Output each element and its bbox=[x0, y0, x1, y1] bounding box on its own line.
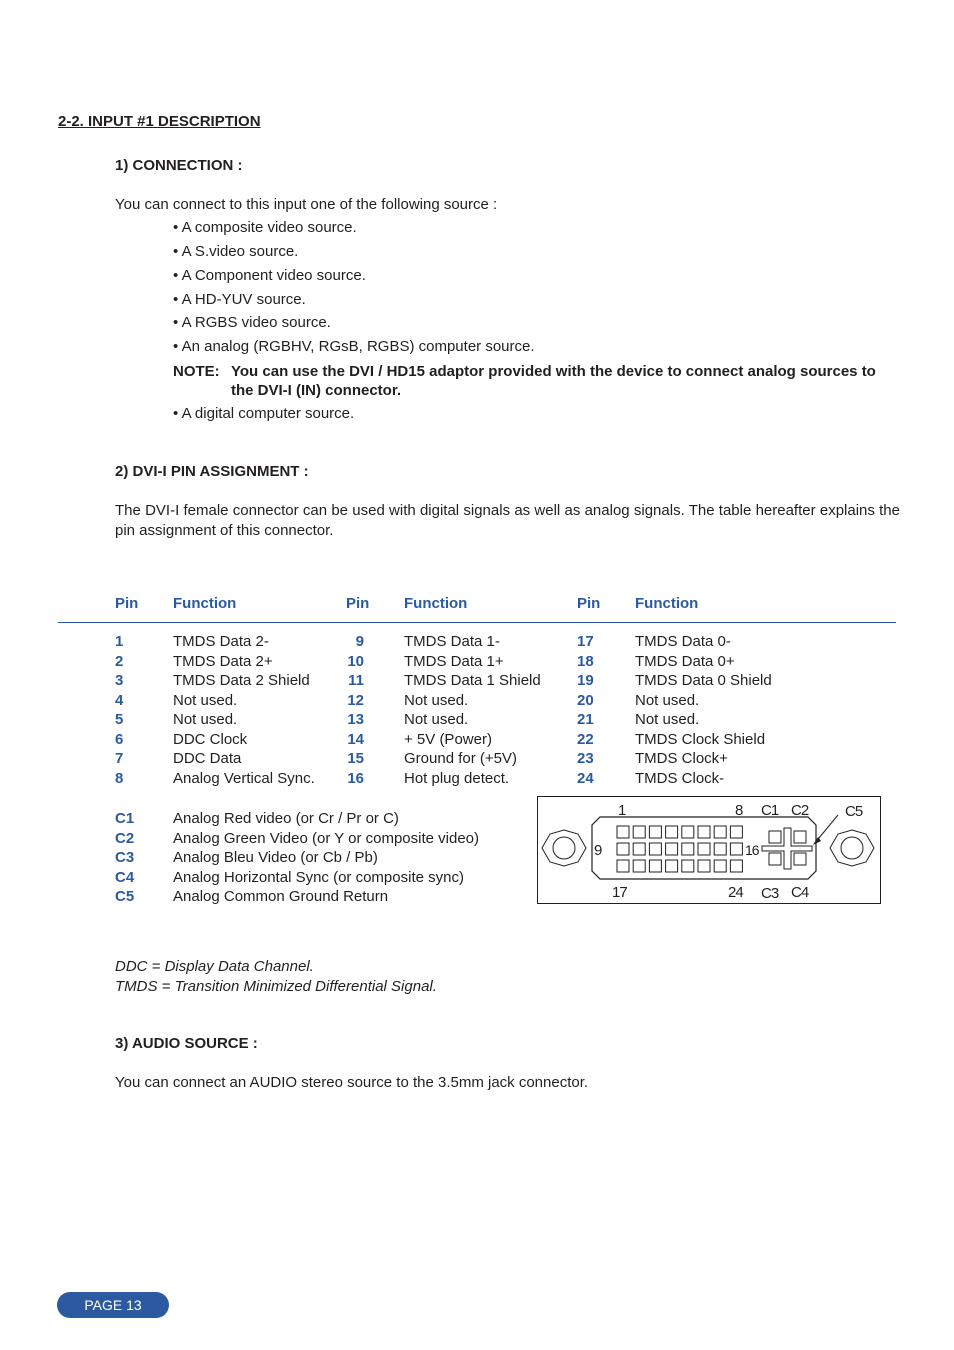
pin-number: 9 bbox=[355, 633, 364, 650]
pin-function: Not used. bbox=[635, 711, 700, 728]
pin-number: 1 bbox=[115, 633, 124, 650]
connector-pin bbox=[698, 843, 710, 855]
table-header-function: Function bbox=[635, 595, 699, 612]
pin-number: 3 bbox=[115, 672, 124, 689]
connector-pin bbox=[633, 843, 645, 855]
pin-function: TMDS Data 0 Shield bbox=[635, 672, 772, 689]
analog-pin-number: C1 bbox=[115, 810, 135, 827]
list-item: • An analog (RGBHV, RGsB, RGBS) computer source. bbox=[173, 338, 535, 355]
pin-number: 7 bbox=[115, 750, 124, 767]
connector-pin bbox=[714, 843, 726, 855]
pin-function: Not used. bbox=[173, 691, 238, 709]
connection-heading: 1) CONNECTION : bbox=[115, 157, 243, 174]
page-number-badge: PAGE 13 bbox=[57, 1292, 169, 1318]
label-pin-9: 9 bbox=[594, 842, 603, 859]
analog-pin-c3 bbox=[769, 853, 781, 865]
table-header-pin: Pin bbox=[115, 595, 139, 612]
left-screw-hole-icon bbox=[553, 837, 575, 859]
connector-pin bbox=[698, 826, 710, 838]
pin-number: 8 bbox=[115, 769, 124, 787]
analog-pin-number: C5 bbox=[115, 888, 135, 905]
pin-number: 18 bbox=[577, 652, 594, 670]
table-header-pin: Pin bbox=[346, 595, 370, 612]
connector-pin bbox=[633, 826, 645, 838]
pin-function: TMDS Data 2- bbox=[173, 633, 269, 650]
pin-number: 10 bbox=[347, 652, 364, 670]
list-item: • A RGBS video source. bbox=[173, 314, 331, 331]
audio-heading: 3) AUDIO SOURCE : bbox=[115, 1035, 258, 1052]
connector-pin bbox=[714, 826, 726, 838]
connector-pin bbox=[682, 860, 694, 872]
pin-number: 15 bbox=[347, 750, 364, 767]
pin-function: Not used. bbox=[173, 711, 238, 728]
pin-function: TMDS Clock- bbox=[635, 769, 725, 787]
analog-pin-c1 bbox=[769, 831, 781, 843]
analog-pin-number: C4 bbox=[115, 868, 135, 886]
pin-function: TMDS Data 0+ bbox=[635, 652, 735, 670]
list-item: • A S.video source. bbox=[173, 243, 299, 260]
pin-function: + 5V (Power) bbox=[404, 730, 492, 748]
pin-number: 22 bbox=[577, 730, 594, 748]
pin-function: TMDS Data 0- bbox=[635, 633, 731, 650]
connector-pin bbox=[666, 860, 678, 872]
list-item: • A Component video source. bbox=[173, 267, 366, 284]
connector-pin bbox=[633, 860, 645, 872]
dvi-connector-drawing bbox=[538, 797, 880, 903]
pin-function: Analog Vertical Sync. bbox=[173, 769, 315, 787]
pin-function: Ground for (+5V) bbox=[404, 750, 517, 767]
list-item: • A composite video source. bbox=[173, 219, 357, 236]
pin-function: TMDS Data 1+ bbox=[404, 652, 504, 670]
note-text: You can use the DVI / HD15 adaptor provided with the device to connect analog sources to the DVI-I (IN) connector. bbox=[231, 363, 876, 399]
left-screw-icon bbox=[542, 830, 586, 866]
connector-pin bbox=[730, 826, 742, 838]
analog-pin-number: C3 bbox=[115, 849, 135, 866]
label-pin-17: 17 bbox=[612, 884, 627, 901]
pin-number: 21 bbox=[577, 711, 594, 728]
table-header-pin: Pin bbox=[577, 595, 601, 612]
pin-number: 2 bbox=[115, 652, 124, 670]
label-pin-8: 8 bbox=[735, 802, 744, 819]
label-pin-1: 1 bbox=[618, 802, 627, 819]
connector-pin bbox=[698, 860, 710, 872]
connector-pin bbox=[682, 826, 694, 838]
analog-pin-c4 bbox=[794, 853, 806, 865]
label-c1: C1 bbox=[761, 802, 779, 819]
right-screw-hole-icon bbox=[841, 837, 863, 859]
pin-number: 5 bbox=[115, 711, 124, 728]
pin-function: TMDS Clock Shield bbox=[635, 730, 766, 748]
pin-number: 20 bbox=[577, 691, 594, 709]
pin-function: Hot plug detect. bbox=[404, 769, 510, 787]
connector-pin bbox=[666, 843, 678, 855]
pin-function: DDC Clock bbox=[173, 730, 248, 748]
pin-function: Not used. bbox=[635, 691, 700, 709]
analog-pin-function: Analog Green Video (or Y or composite video) bbox=[173, 829, 480, 847]
audio-text: You can connect an AUDIO stereo source to the 3.5mm jack connector. bbox=[115, 1074, 589, 1091]
pin-number: 19 bbox=[577, 672, 594, 689]
c5-arrow-icon bbox=[813, 837, 821, 845]
analog-pin-function: Analog Horizontal Sync (or composite sync) bbox=[173, 868, 464, 886]
pin-number: 6 bbox=[115, 730, 124, 748]
connector-pin bbox=[617, 826, 629, 838]
analog-pin-function: Analog Red video (or Cr / Pr or C) bbox=[173, 810, 399, 827]
connector-pin bbox=[649, 860, 661, 872]
pin-function: TMDS Clock+ bbox=[635, 750, 728, 767]
table-header-function: Function bbox=[404, 595, 468, 612]
label-pin-16: 16 bbox=[745, 842, 759, 858]
label-c4: C4 bbox=[791, 884, 809, 901]
pin-number: 17 bbox=[577, 633, 594, 650]
footnote-tmds: TMDS = Transition Minimized Differential Signal. bbox=[115, 978, 437, 995]
list-item: • A digital computer source. bbox=[173, 405, 355, 422]
connector-pin bbox=[649, 826, 661, 838]
connector-pin bbox=[714, 860, 726, 872]
pin-number: 12 bbox=[347, 691, 364, 709]
connector-pin bbox=[617, 843, 629, 855]
note-label: NOTE: bbox=[173, 363, 220, 380]
label-pin-24: 24 bbox=[728, 884, 743, 901]
pin-function: TMDS Data 2+ bbox=[173, 652, 273, 670]
pin-function: TMDS Data 1 Shield bbox=[404, 672, 541, 689]
label-c5: C5 bbox=[845, 803, 863, 820]
connector-pin bbox=[617, 860, 629, 872]
pin-function: Not used. bbox=[404, 711, 469, 728]
pin-number: 23 bbox=[577, 750, 594, 767]
dvi-paragraph: The DVI-I female connector can be used with digital signals as well as analog signals. The table hereafter explains the pin assignment of this connector. bbox=[115, 502, 900, 539]
analog-pin-number: C2 bbox=[115, 829, 135, 847]
connector-pin bbox=[649, 843, 661, 855]
analog-pin-function: Analog Common Ground Return bbox=[173, 888, 389, 905]
right-screw-icon bbox=[830, 830, 874, 866]
pin-function: DDC Data bbox=[173, 750, 242, 767]
connector-pin bbox=[730, 843, 742, 855]
footnote-ddc: DDC = Display Data Channel. bbox=[115, 958, 314, 975]
dvi-connector-diagram bbox=[537, 796, 881, 904]
pin-function: Not used. bbox=[404, 691, 469, 709]
analog-pin-c2 bbox=[794, 831, 806, 843]
table-header-function: Function bbox=[173, 595, 237, 612]
pin-function: TMDS Data 1- bbox=[404, 633, 500, 650]
table-divider bbox=[58, 622, 896, 623]
section-title: 2-2. INPUT #1 DESCRIPTION bbox=[58, 113, 261, 130]
connector-pin bbox=[682, 843, 694, 855]
connector-pin bbox=[666, 826, 678, 838]
pin-number: 16 bbox=[347, 769, 364, 787]
pin-number: 13 bbox=[347, 711, 364, 728]
connection-intro: You can connect to this input one of the following source : bbox=[115, 196, 498, 213]
pin-number: 4 bbox=[115, 691, 124, 709]
list-item: • A HD-YUV source. bbox=[173, 291, 306, 308]
label-c2: C2 bbox=[791, 802, 809, 819]
pin-number: 24 bbox=[577, 769, 594, 787]
pin-grid bbox=[617, 826, 742, 872]
label-c3: C3 bbox=[761, 885, 779, 902]
pin-number: 11 bbox=[348, 672, 364, 689]
pin-number: 14 bbox=[347, 730, 364, 748]
dvi-heading: 2) DVI-I PIN ASSIGNMENT : bbox=[115, 463, 309, 480]
analog-pin-function: Analog Bleu Video (or Cb / Pb) bbox=[173, 849, 378, 866]
pin-function: TMDS Data 2 Shield bbox=[173, 672, 310, 689]
connector-pin bbox=[730, 860, 742, 872]
